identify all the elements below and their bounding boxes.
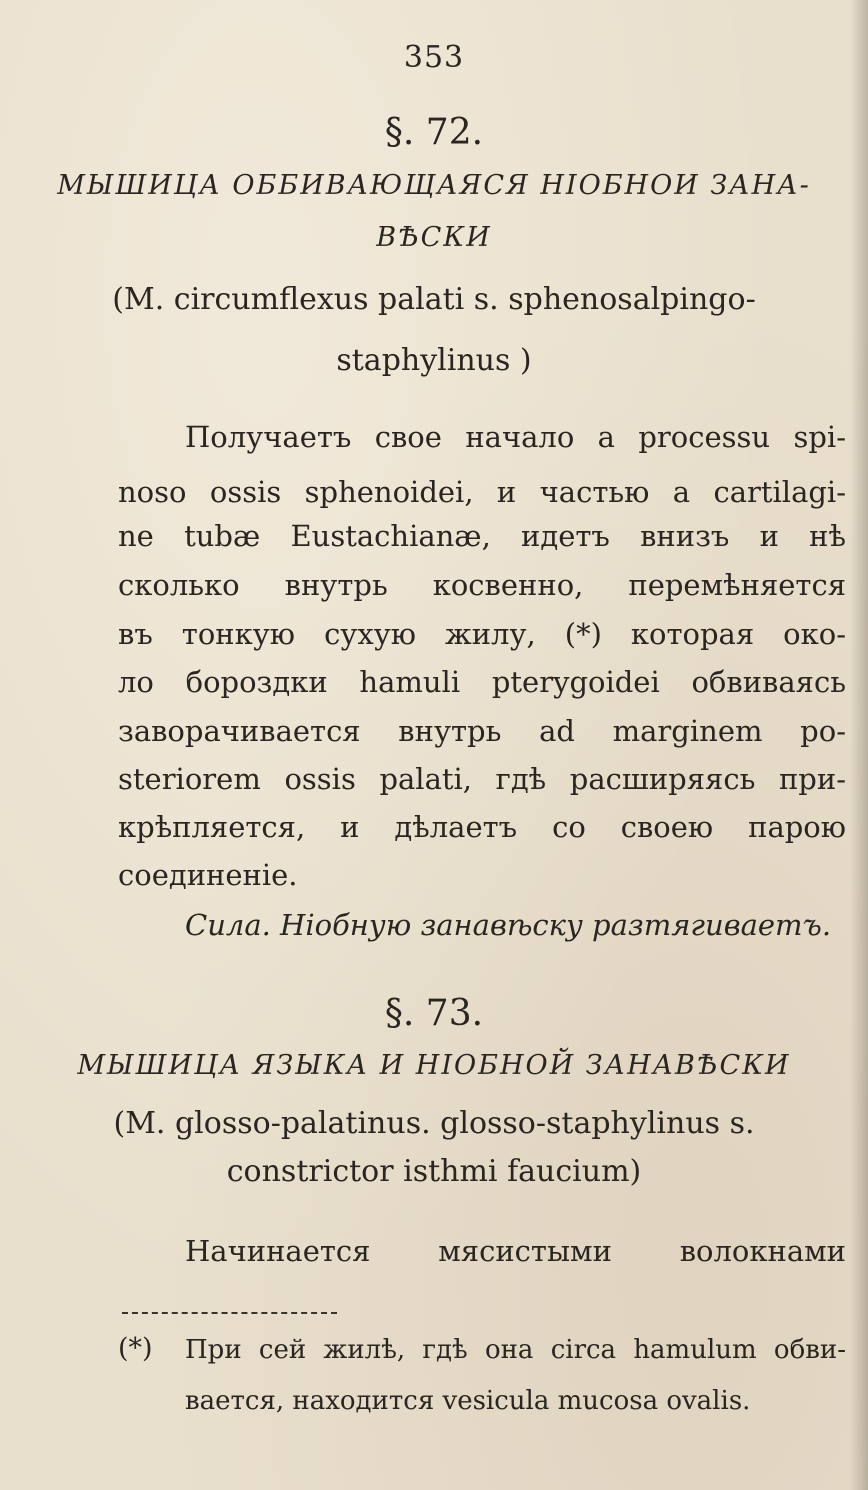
section-72-latin-line-1: (M. circumflexus palati s. sphenosalpingo- (112, 282, 756, 317)
footnote-line: вается, находится vesicula mucosa ovalis. (185, 1386, 751, 1416)
section-72-body-line: заворачивается внутрь ad marginem po- (118, 714, 846, 748)
footnote-marker: (*) (118, 1333, 153, 1364)
footnote-line: При сей жилѣ, гдѣ она circa hamulum обви- (185, 1335, 846, 1365)
section-72-latin-line-2: staphylinus ) (336, 343, 532, 378)
section-72-body-line: соединеніе. (118, 858, 298, 892)
section-73-title: МЫШИЦА ЯЗЫКА И НІОБНОЙ ЗАНАВѢСКИ (77, 1050, 791, 1081)
section-73-body-line: Начинается мясистыми волокнами (185, 1234, 846, 1268)
section-72-title-line-1: МЫШИЦА ОББИВАЮЩАЯСЯ НІОБНОИ ЗАНА- (57, 170, 811, 201)
section-73-heading: §. 73. (384, 993, 484, 1034)
section-73-latin-line-1: (M. glosso-palatinus. glosso-staphylinus s. (113, 1106, 755, 1141)
section-72-body-line: въ тонкую сухую жилу, (*) которая око- (118, 617, 846, 651)
section-72-body-line: крѣпляется, и дѣлаетъ со своею парою (118, 810, 846, 844)
section-72-body-line: ne tubæ Eustachianæ, идетъ внизъ и нѣ (118, 519, 846, 553)
section-72-title-line-2: ВѢСКИ (376, 222, 492, 253)
section-72-body-line: сколько внутрь косвенно, перемѣняется (118, 568, 846, 602)
section-72-heading: §. 72. (384, 112, 484, 153)
section-72-body-line: Получаетъ свое начало a processu spi- (185, 420, 846, 454)
page-number: 353 (403, 40, 465, 75)
footnote-rule (122, 1312, 337, 1314)
section-72-body-line: ло бороздки hamuli pterygoidei обвиваясь (118, 665, 846, 699)
section-72-body-line: steriorem ossis palati, гдѣ расширяясь при- (118, 762, 846, 796)
section-72-force-line: Сила. Ніобную занавѣску разтягиваетъ. (185, 908, 832, 942)
section-72-body-line: noso ossis sphenoidei, и частью a cartilagi- (118, 475, 846, 509)
section-73-latin-line-2: constrictor isthmi faucium) (226, 1154, 642, 1189)
